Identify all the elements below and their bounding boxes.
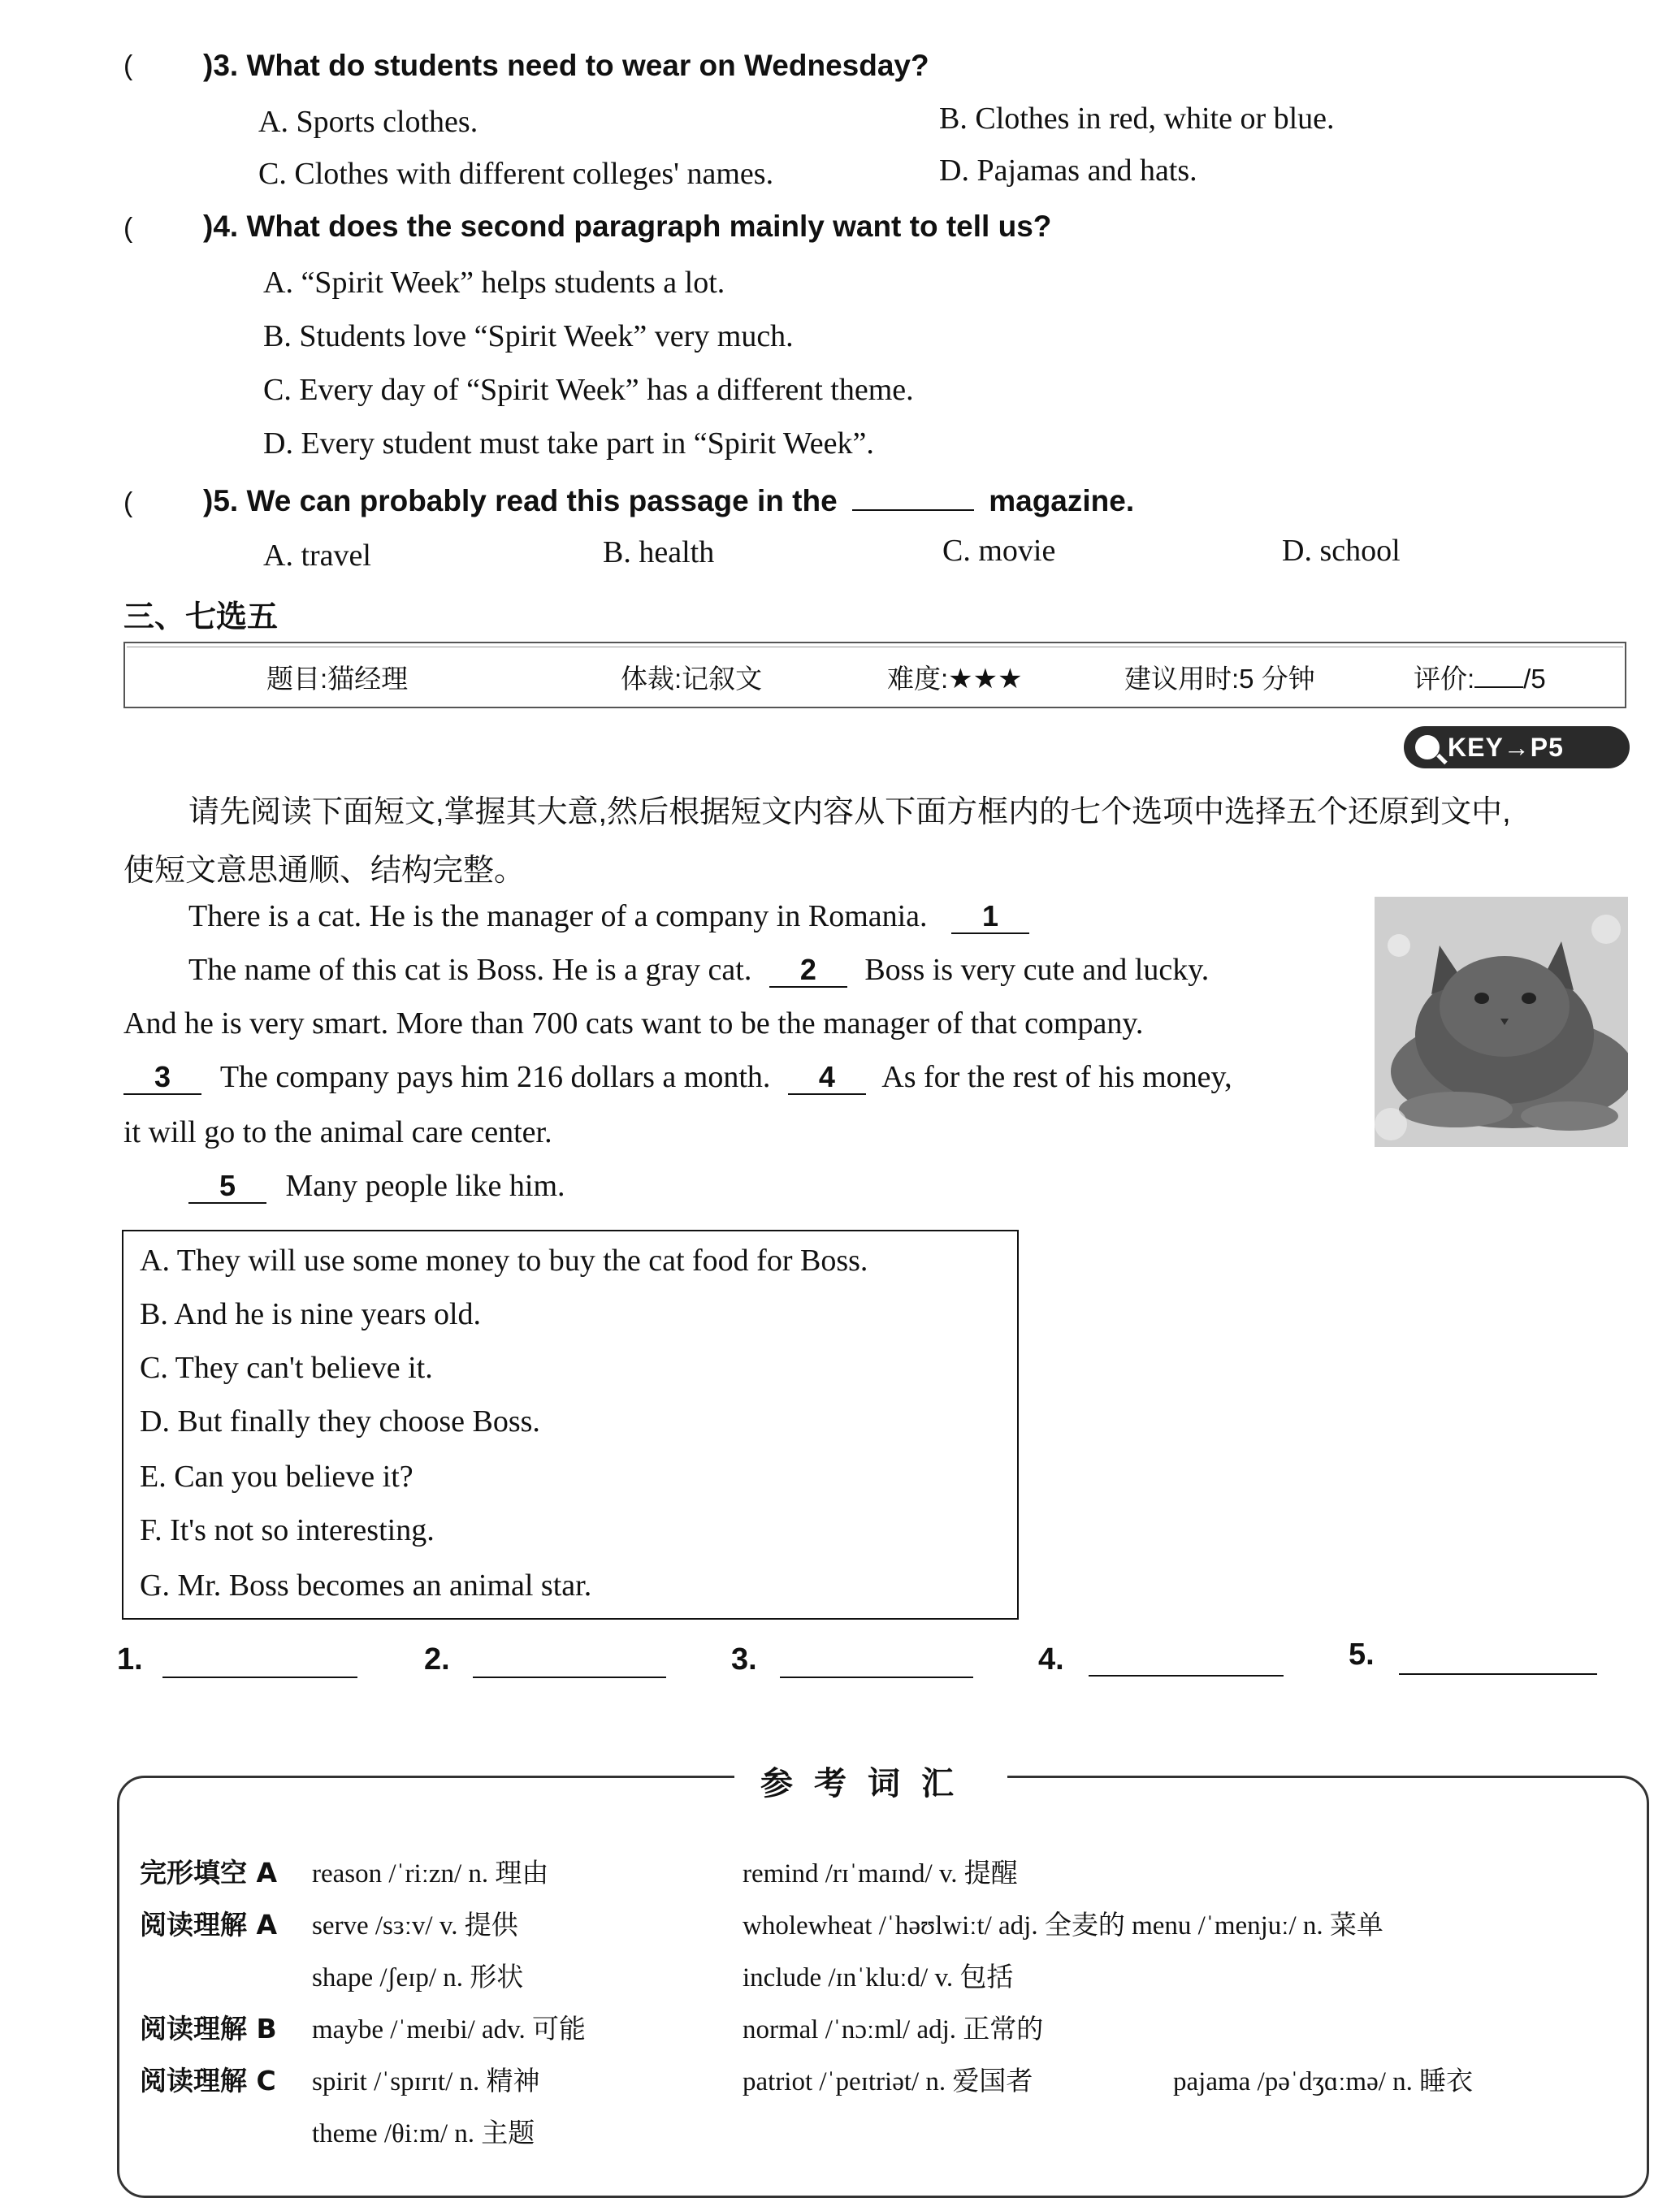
q5-option-d: D. school [1282,534,1401,568]
vocab-item: spirit /ˈspɪrɪt/ n. 精神 [312,2067,540,2096]
rating-total: /5 [1523,664,1546,694]
answer-label-4: 4. [1038,1642,1064,1677]
answer-line-5[interactable] [1399,1673,1597,1675]
question-5-stem-before: )5. We can probably read this passage in the [203,484,838,517]
vocab-item: pajama /pəˈdʒɑːmə/ n. 睡衣 [1173,2067,1474,2096]
q3-option-a: A. Sports clothes. [258,105,478,139]
info-time: 建议用时:5 分钟 [1124,664,1315,694]
choice-e: E. Can you believe it? [140,1460,414,1494]
choice-a: A. They will use some money to buy the cat food for Boss. [140,1244,868,1278]
cat-illustration [1375,897,1628,1147]
question-3-stem: )3. What do students need to wear on Wednesday? [203,49,929,82]
passage-line-3: And he is very smart. More than 700 cats want to be the manager of that company. [123,1006,1144,1041]
key-badge [1404,726,1630,768]
q4-option-c: C. Every day of “Spirit Week” has a different theme. [263,373,914,407]
q3-option-c: C. Clothes with different colleges' names. [258,157,774,191]
passage-text: Boss is very cute and lucky. [864,953,1210,987]
info-bar [123,642,1626,708]
passage-line-5: it will go to the animal care center. [123,1115,552,1149]
q4-option-a: A. “Spirit Week” helps students a lot. [263,266,725,300]
answer-line-4[interactable] [1089,1675,1284,1677]
vocab-item: shape /ʃeɪp/ n. 形状 [312,1963,524,1992]
q5-option-a: A. travel [263,539,371,573]
key-badge-label: KEY→P5 [1448,732,1564,762]
instructions-line-2: 使短文意思通顺、结构完整。 [123,854,526,888]
blank-3: 3 [123,1061,201,1095]
choices-box [122,1230,1019,1620]
vocab-item: maybe /ˈmeɪbi/ adv. 可能 [312,2015,586,2044]
q3-option-b: B. Clothes in red, white or blue. [939,102,1335,136]
vocab-item: include /ɪnˈkluːd/ v. 包括 [743,1963,1014,1992]
answer-label-1: 1. [117,1642,143,1677]
passage-text: There is a cat. He is the manager of a company in Romania. [188,899,928,933]
vocab-item: wholewheat /ˈhəʊlwiːt/ adj. 全麦的 menu /ˈmenjuː/ n. 菜单 [743,1911,1383,1941]
passage-text: The name of this cat is Boss. He is a gray cat. [188,953,752,987]
question-4-stem: )4. What does the second paragraph mainly want to tell us? [203,210,1052,243]
magnifier-icon [1415,735,1440,759]
info-topic: 题目:猫经理 [266,664,409,694]
vocab-item: theme /θiːm/ n. 主题 [312,2119,535,2148]
answer-label-3: 3. [731,1642,757,1677]
answer-label-5: 5. [1349,1638,1375,1672]
difficulty-label: 难度: [887,664,949,694]
answer-paren: ( [123,487,133,518]
rating-label: 评价: [1414,664,1475,694]
vocab-head-cloze-a: 完形填空 A [140,1857,278,1889]
choice-b: B. And he is nine years old. [140,1297,482,1331]
vocab-head-reading-a: 阅读理解 A [140,1909,278,1941]
info-rating [1414,658,1546,696]
vocab-item: reason /ˈriːzn/ n. 理由 [312,1859,549,1889]
vocab-item: normal /ˈnɔːml/ adj. 正常的 [743,2015,1044,2044]
blank-1: 1 [951,900,1029,934]
vocab-head-reading-b: 阅读理解 B [140,2013,277,2044]
question-5-stem [203,484,1134,518]
blank-2: 2 [769,954,847,988]
choice-d: D. But finally they choose Boss. [140,1404,540,1439]
vocab-item: serve /sɜːv/ v. 提供 [312,1911,518,1941]
answer-label-2: 2. [424,1642,450,1677]
q4-option-d: D. Every student must take part in “Spirit Week”. [263,426,874,461]
choice-c: C. They can't believe it. [140,1351,433,1385]
passage-line-6 [188,1168,565,1204]
q5-option-b: B. health [603,535,715,569]
q5-option-c: C. movie [942,534,1056,568]
info-genre: 体裁:记叙文 [621,664,763,694]
question-5-stem-after: magazine. [989,484,1135,517]
answer-line-1[interactable] [162,1677,357,1678]
difficulty-stars: ★★★ [948,664,1023,694]
instructions-line-1: 请先阅读下面短文,掌握其大意,然后根据短文内容从下面方框内的七个选项中选择五个还原到文中, [188,795,1511,829]
answer-line-2[interactable] [473,1677,666,1678]
rating-blank [1474,665,1523,688]
question-5-blank [852,485,974,511]
blank-5: 5 [188,1170,266,1204]
vocab-head-reading-c: 阅读理解 C [140,2065,276,2096]
passage-text: Many people like him. [285,1169,565,1203]
vocab-item: patriot /ˈpeɪtriət/ n. 爱国者 [743,2067,1033,2096]
choice-g: G. Mr. Boss becomes an animal star. [140,1568,592,1603]
info-difficulty [887,658,1023,696]
q4-option-b: B. Students love “Spirit Week” very much. [263,319,794,353]
passage-text: The company pays him 216 dollars a month. [219,1060,771,1094]
passage-line-1 [188,898,1029,934]
section-title: 三、七选五 [123,600,279,634]
vocab-item: remind /rɪˈmaɪnd/ v. 提醒 [743,1859,1018,1889]
blank-4: 4 [788,1061,866,1095]
answer-paren: ( [123,213,133,244]
answer-line-3[interactable] [780,1677,973,1678]
cat-photo [1375,897,1628,1147]
passage-text: As for the rest of his money, [881,1060,1232,1094]
passage-line-2 [188,952,1209,988]
choice-f: F. It's not so interesting. [140,1513,435,1547]
vocabulary-title: 参考词汇 [760,1766,975,1802]
q3-option-d: D. Pajamas and hats. [939,154,1197,188]
passage-line-4 [123,1059,1232,1095]
answer-paren: ( [123,50,133,81]
